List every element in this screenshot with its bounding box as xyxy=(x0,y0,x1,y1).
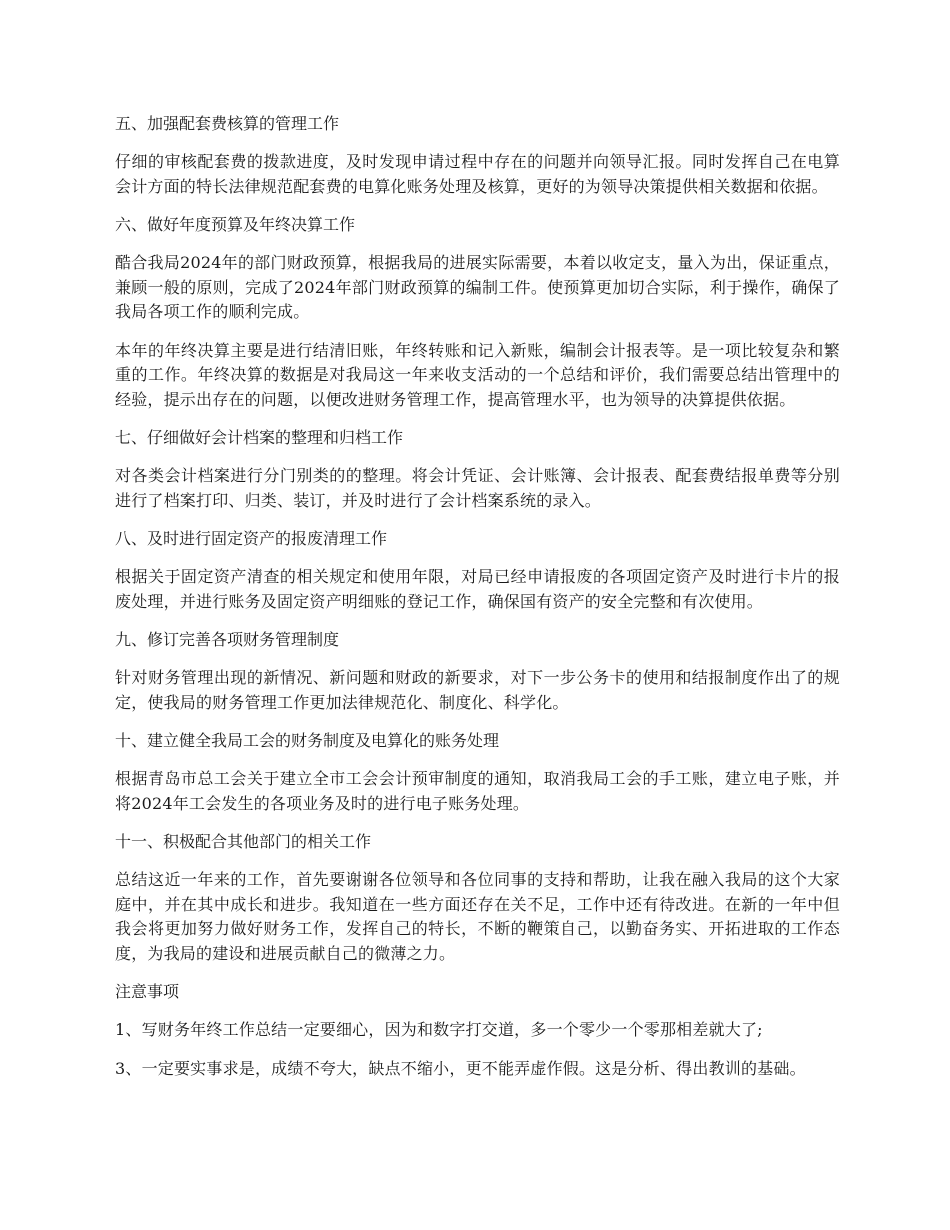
paragraph: 根据青岛市总工会关于建立全市工会会计预审制度的通知，取消我局工会的手工账，建立电子账，并将2024年工会发生的各项业务及时的进行电子账务处理。 xyxy=(115,769,840,813)
section-heading-8: 八、及时进行固定资产的报废清理工作 xyxy=(115,529,388,548)
paragraph: 总结这近一年来的工作，首先要谢谢各位领导和各位同事的支持和帮助，让我在融入我局的这个大家庭中，并在其中成长和进步。我知道在一些方面还存在关不足，工作中还有待改进。在新的一年中但我会将更加努力做好财务工作，发挥自己的特长，不断的鞭策自己，以勤奋务实、开拓进取的工作态度，为我局的建设和进展贡献自己的微薄之力。 xyxy=(115,870,840,963)
section-heading-11: 十一、积极配合其他部门的相关工作 xyxy=(115,832,372,851)
section-heading-6: 六、做好年度预算及年终决算工作 xyxy=(115,215,356,234)
paragraph: 根据关于固定资产清查的相关规定和使用年限，对局已经申请报废的各项固定资产及时进行卡片的报废处理，并进行账务及固定资产明细账的登记工作，确保国有资产的安全完整和有次使用。 xyxy=(115,567,840,611)
note-item: 1、写财务年终工作总结一定要细心，因为和数字打交道，多一个零少一个零那相差就大了; xyxy=(115,1020,763,1039)
paragraph: 本年的年终决算主要是进行结清旧账，年终转账和记入新账，编制会计报表等。是一项比较复杂和繁重的工作。年终决算的数据是对我局这一年来收支活动的一个总结和评价，我们需要总结出管理中的经验，提示出存在的问题，以便改进财务管理工作，提高管理水平，也为领导的决算提供依据。 xyxy=(115,340,840,409)
paragraph: 对各类会计档案进行分门别类的的整理。将会计凭证、会计账簿、会计报表、配套费结报单费等分别进行了档案打印、归类、装订，并及时进行了会计档案系统的录入。 xyxy=(115,466,840,510)
section-heading-7: 七、仔细做好会计档案的整理和归档工作 xyxy=(115,428,404,447)
document-page xyxy=(115,112,840,1095)
section-heading-9: 九、修订完善各项财务管理制度 xyxy=(115,630,340,649)
notes-heading: 注意事项 xyxy=(115,982,180,1001)
paragraph: 仔细的审核配套费的拨款进度，及时发现申请过程中存在的问题并向领导汇报。同时发挥自己在电算会计方面的特长法律规范配套费的电算化账务处理及核算，更好的为领导决策提供相关数据和依据。 xyxy=(115,152,840,196)
section-heading-5: 五、加强配套费核算的管理工作 xyxy=(115,114,340,133)
paragraph: 针对财务管理出现的新情况、新问题和财政的新要求，对下一步公务卡的使用和结报制度作出了的规定，使我局的财务管理工作更加法律规范化、制度化、科学化。 xyxy=(115,668,840,712)
paragraph: 酷合我局2024年的部门财政预算，根据我局的进展实际需要，本着以收定支，量入为出，保证重点，兼顾一般的原则，完成了2024年部门财政预算的编制工件。使预算更加切合实际，利于操作，确保了我局各项工作的顺利完成。 xyxy=(115,253,840,321)
note-item: 3、一定要实事求是，成绩不夸大，缺点不缩小，更不能弄虚作假。这是分析、得出教训的基础。 xyxy=(115,1058,806,1078)
section-heading-10: 十、建立健全我局工会的财务制度及电算化的账务处理 xyxy=(115,731,500,750)
